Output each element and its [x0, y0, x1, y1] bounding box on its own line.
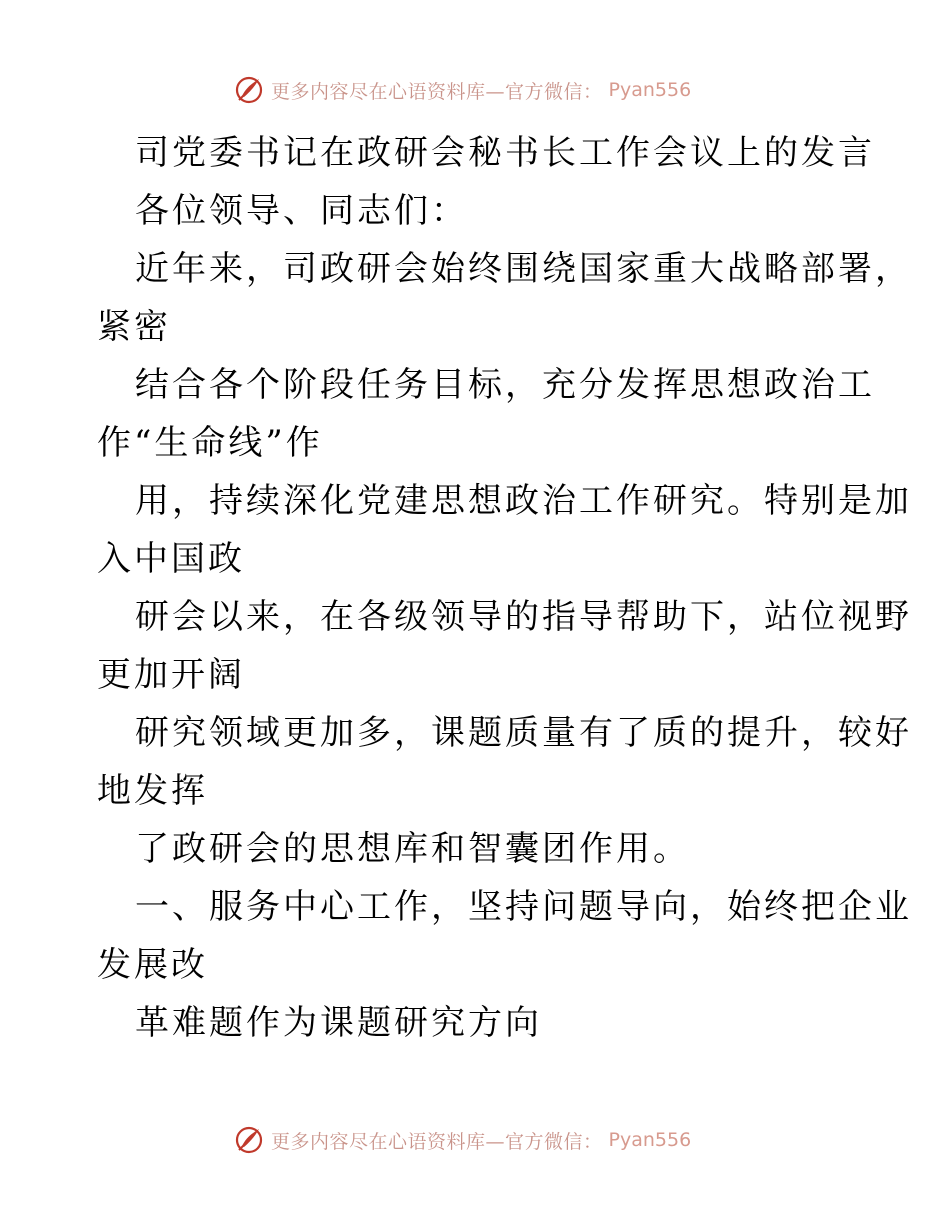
- paragraph-line: 了政研会的思想库和智囊团作用。: [135, 829, 690, 869]
- paragraph-line: 研会以来，在各级领导的指导帮助下，站位视野: [135, 597, 912, 637]
- header-banner-handle: Pyan556: [608, 79, 692, 101]
- footer-banner-handle: Pyan556: [608, 1129, 692, 1151]
- section-heading-line: 发展改: [97, 945, 208, 985]
- paragraph-line: 近年来，司政研会始终围绕国家重大战略部署，: [135, 249, 912, 289]
- section-heading-line: 一、服务中心工作，坚持问题导向，始终把企业: [135, 887, 912, 927]
- section-heading-line: 革难题作为课题研究方向: [135, 1003, 542, 1043]
- document-title: 司党委书记在政研会秘书长工作会议上的发言: [135, 133, 875, 173]
- paragraph-line: 作“生命线”作: [97, 423, 323, 463]
- footer-watermark-banner: [233, 1122, 691, 1158]
- paragraph-line: 用，持续深化党建思想政治工作研究。特别是加: [135, 481, 912, 521]
- paragraph-line: 更加开阔: [97, 655, 245, 695]
- quill-pen-logo-icon: [233, 1124, 265, 1156]
- paragraph-line: 研究领域更加多，课题质量有了质的提升，较好: [135, 713, 912, 753]
- salutation: 各位领导、同志们：: [135, 191, 468, 231]
- header-watermark-banner: [233, 72, 691, 108]
- paragraph-line: 地发挥: [97, 771, 208, 811]
- document-body: [97, 124, 912, 1052]
- paragraph-line: 紧密: [97, 307, 171, 347]
- paragraph-line: 结合各个阶段任务目标，充分发挥思想政治工: [135, 365, 875, 405]
- header-banner-text: 更多内容尽在心语资料库—官方微信：: [271, 80, 603, 103]
- paragraph-line: 入中国政: [97, 539, 245, 579]
- quill-pen-logo-icon: [233, 74, 265, 106]
- footer-banner-text: 更多内容尽在心语资料库—官方微信：: [271, 1130, 603, 1153]
